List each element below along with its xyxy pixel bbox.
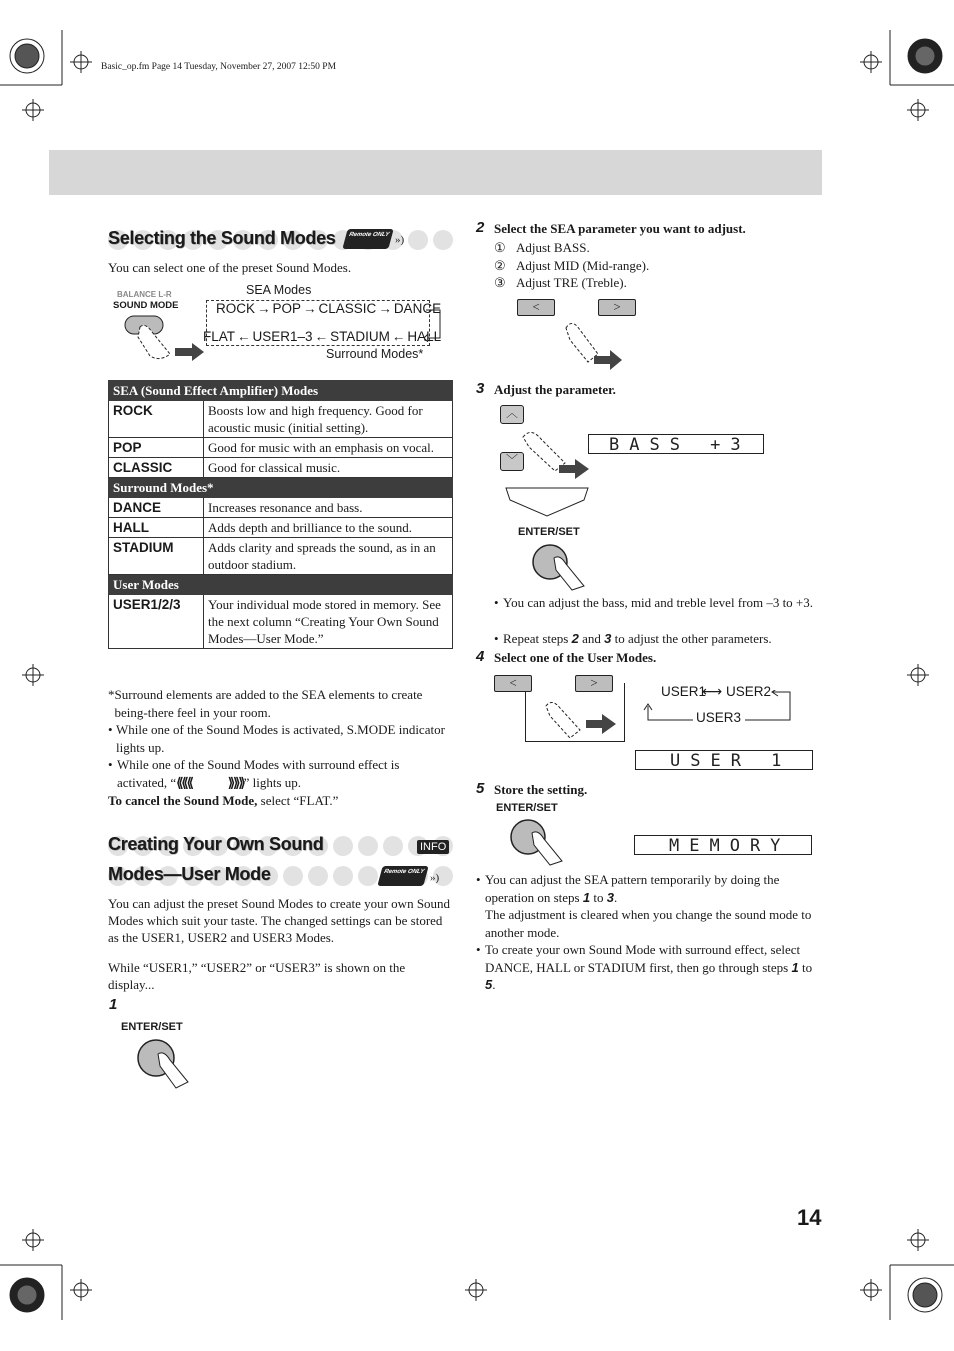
surround-modes-label: Surround Modes* bbox=[326, 347, 424, 361]
bullet-surround: • While one of the Sound Modes with surround effect is activated, “⟪⟪⟪ ⟫⟫⟫” lights up. bbox=[108, 757, 400, 790]
table-row: USER1/2/3 Your individual mode stored in memory. See the next column “Creating Your Own Sound Modes—User Mode.” bbox=[109, 595, 453, 649]
note2: • To create your own Sound Mode with surround effect, select DANCE, HALL or STADIUM first, then go through steps 1 to 5. bbox=[476, 942, 813, 992]
right-arrow-button[interactable]: > bbox=[598, 299, 636, 316]
loop-arrow bbox=[424, 306, 444, 342]
section2-title-1: Creating Your Own Sound bbox=[108, 834, 324, 854]
section2-title-2: Modes—User Mode bbox=[108, 864, 271, 884]
mode-pop: POP bbox=[272, 301, 302, 316]
remote-signal-icon-2: ») bbox=[430, 872, 440, 884]
balance-label: BALANCE L-R bbox=[117, 290, 172, 299]
sea-modes-table bbox=[108, 380, 453, 649]
mode-stadium: STADIUM bbox=[330, 329, 390, 344]
surround-right-icon: ⟫⟫⟫ bbox=[227, 774, 244, 790]
right-arrow-button-2[interactable]: > bbox=[575, 675, 613, 692]
step5-number: 5 bbox=[476, 780, 485, 797]
note-star: * Surround elements are added to the SEA elements to create being-there feel in your room. bbox=[108, 687, 423, 720]
swap-arrow: ⟷ bbox=[702, 683, 723, 699]
mode-row-2: FLAT ← USER1–3 ← STADIUM ← HALL bbox=[203, 329, 442, 344]
mode-classic: CLASSIC bbox=[318, 301, 377, 316]
section2-para2: While “USER1,” “USER2” or “USER3” is shown on the display... bbox=[108, 960, 406, 992]
step1-enter-label: ENTER/SET bbox=[121, 1021, 183, 1033]
file-header: Basic_op.fm Page 14 Tuesday, November 27, 2007 12:50 PM bbox=[101, 62, 337, 72]
finger-press-icon-2 bbox=[558, 318, 628, 376]
mode-dance: DANCE bbox=[393, 301, 442, 316]
enter-set-button-3[interactable] bbox=[506, 817, 576, 867]
remote-only-badge: Remote ONLY bbox=[342, 229, 393, 249]
down-button[interactable]: ﹀ bbox=[500, 452, 524, 471]
mode-hall: HALL bbox=[407, 329, 442, 344]
enter-set-label: ENTER/SET bbox=[518, 526, 580, 538]
display-bass: BASS +3 bbox=[588, 434, 764, 454]
step2-text: Select the SEA parameter you want to adjust. bbox=[494, 221, 746, 236]
page-number: 14 bbox=[797, 1205, 822, 1230]
table-header-user: User Modes bbox=[109, 575, 453, 595]
list-item: ③ Adjust TRE (Treble). bbox=[494, 275, 627, 290]
list-item: ② Adjust MID (Mid-range). bbox=[494, 257, 650, 273]
step3-bullet1: • You can adjust the bass, mid and treble level from –3 to +3. bbox=[494, 595, 814, 610]
user3-label: USER3 bbox=[696, 710, 742, 725]
step4-text: Select one of the User Modes. bbox=[494, 650, 657, 665]
user-cycle-arrows bbox=[640, 690, 800, 724]
section2-para1: You can adjust the preset Sound Modes to create your own Sound Modes which suit your taste. The changed settings can be stored as the USER1, USER2 and USER3 Modes. bbox=[108, 896, 451, 945]
enter-set-label-2: ENTER/SET bbox=[496, 802, 558, 814]
sea-modes-label: SEA Modes bbox=[246, 283, 312, 297]
section1-title: Selecting the Sound Modes bbox=[108, 228, 336, 248]
info-badge: INFO bbox=[417, 840, 449, 854]
table-header-surround: Surround Modes* bbox=[109, 478, 453, 498]
section1-heading bbox=[108, 228, 336, 249]
mode-flat: FLAT bbox=[203, 329, 236, 344]
user1-label: USER1 bbox=[661, 684, 707, 699]
down-arrow-big bbox=[504, 486, 590, 518]
table-row: STADIUM Adds clarity and spreads the sound, as in an outdoor stadium. bbox=[109, 538, 453, 575]
mode-user: USER1–3 bbox=[252, 329, 313, 344]
display-memory: MEMORY bbox=[634, 835, 812, 855]
list-item: ① Adjust BASS. bbox=[494, 240, 590, 255]
up-button[interactable]: ︿ bbox=[500, 405, 524, 424]
note1: • You can adjust the SEA pattern temporarily by doing the operation on steps 1 to 3. The adjustment is cleared when you change the sound mode to another mode. bbox=[476, 872, 812, 940]
step3-text: Adjust the parameter. bbox=[494, 382, 616, 397]
step3-number: 3 bbox=[476, 380, 485, 397]
table-row: DANCE Increases resonance and bass. bbox=[109, 498, 453, 518]
remote-signal-icon: ») bbox=[395, 234, 405, 246]
left-arrow-button[interactable]: < bbox=[517, 299, 555, 316]
step3-bullet2: • Repeat steps 2 and 3 to adjust the other parameters. bbox=[494, 631, 772, 646]
bullet-smode: • While one of the Sound Modes is activated, S.MODE indicator lights up. bbox=[108, 722, 445, 755]
enter-set-button[interactable] bbox=[130, 1036, 200, 1091]
finger-press-icon bbox=[120, 312, 210, 372]
table-row: POP Good for music with an emphasis on vocal. bbox=[109, 438, 453, 458]
cancel-note: To cancel the Sound Mode, select “FLAT.” bbox=[108, 793, 339, 808]
step5-text: Store the setting. bbox=[494, 782, 588, 797]
step2-number: 2 bbox=[476, 219, 485, 236]
table-row: HALL Adds depth and brilliance to the sound. bbox=[109, 518, 453, 538]
left-arrow-button-2[interactable]: < bbox=[494, 675, 532, 692]
mode-row-1: ROCK → POP → CLASSIC → DANCE bbox=[216, 301, 442, 316]
step2-list bbox=[494, 239, 649, 292]
finger-press-icon-4 bbox=[540, 698, 625, 740]
section-banner bbox=[49, 150, 822, 195]
remote-only-badge-2: Remote ONLY bbox=[377, 866, 428, 886]
table-header-sea: SEA (Sound Effect Amplifier) Modes bbox=[109, 381, 453, 401]
enter-set-button-2[interactable] bbox=[528, 542, 598, 592]
sound-mode-label: SOUND MODE bbox=[113, 300, 179, 311]
section1-intro: You can select one of the preset Sound Modes. bbox=[108, 260, 352, 275]
step1-number: 1 bbox=[109, 996, 118, 1013]
user2-label: USER2 bbox=[726, 684, 772, 699]
display-user: USER 1 bbox=[635, 750, 813, 770]
mode-rock: ROCK bbox=[216, 301, 256, 316]
surround-left-icon: ⟪⟪⟪ bbox=[176, 774, 192, 790]
table-row: ROCK Boosts low and high frequency. Good for acoustic music (initial setting). bbox=[109, 401, 453, 438]
step4-number: 4 bbox=[476, 648, 485, 665]
table-row: CLASSIC Good for classical music. bbox=[109, 458, 453, 478]
